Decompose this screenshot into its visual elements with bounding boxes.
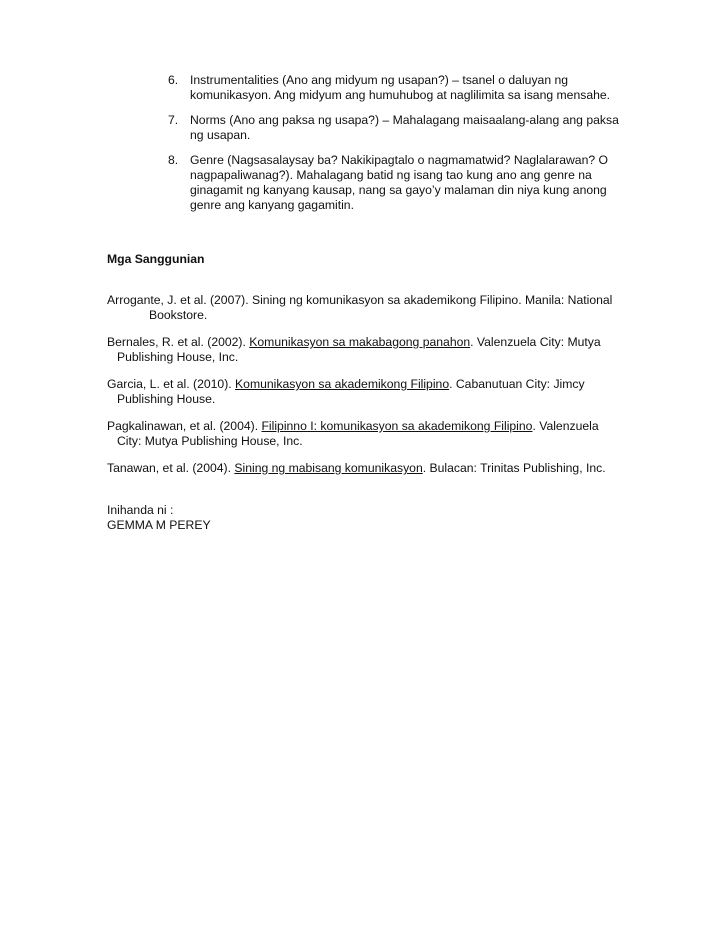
prepared-by (107, 503, 211, 533)
list-item-text: Norms (Ano ang paksa ng usapa?) – Mahalagang maisaalang-alang ang paksa ng usapan. (190, 113, 619, 142)
reference-text: Tanawan, et al. (2004). (107, 461, 235, 475)
reference-entry (107, 293, 617, 323)
list-item (168, 113, 628, 143)
reference-text: Garcia, L. et al. (2010). (107, 377, 236, 391)
list-item-text: Genre (Nagsasalaysay ba? Nakikipagtalo o nagmamatwid? Naglalarawan? O nagpapaliwanag?). Mahalagang batid ng isang tao kung ano ang genre na ginagamit ng kanyang kausap, nang sa gayo’y malaman din niya kung anong genre ang kanyang gagamitin. (190, 153, 608, 212)
author-name: GEMMA M PEREY (107, 518, 211, 532)
reference-entry (107, 377, 617, 407)
reference-title: Komunikasyon sa akademikong Filipino (235, 377, 450, 391)
reference-entry (107, 419, 617, 449)
list-item-number: 7. (168, 113, 179, 127)
reference-continuation: Publishing House. (117, 392, 216, 406)
reference-continuation: City: Mutya Publishing House, Inc. (117, 434, 303, 448)
numbered-list (168, 73, 628, 223)
reference-text: . Valenzuela (532, 419, 599, 433)
reference-entry (107, 461, 617, 476)
reference-text: Bernales, R. et al. (2002). (107, 335, 250, 349)
list-item (168, 153, 628, 213)
reference-text: . Cabanutuan City: Jimcy (449, 377, 585, 391)
reference-title: Komunikasyon sa makabagong panahon (249, 335, 471, 349)
list-item-number: 8. (168, 153, 179, 167)
list-item-text: Instrumentalities (Ano ang midyum ng usapan?) – tsanel o daluyan ng komunikasyon. Ang midyum ang humuhubog at naglilimita sa isang mensahe. (190, 73, 611, 102)
reference-title: Sining ng mabisang komunikasyon (234, 461, 423, 475)
list-item-number: 6. (168, 73, 179, 87)
reference-text: Arrogante, J. et al. (2007). Sining ng komunikasyon sa akademikong Filipino. Manila: National (107, 293, 613, 307)
prepared-by-label: Inihanda ni : (107, 503, 174, 517)
reference-continuation: Publishing House, Inc. (117, 350, 239, 364)
reference-continuation: Bookstore. (149, 308, 208, 322)
reference-entry (107, 335, 617, 365)
reference-title: Filipinno I: komunikasyon sa akademikong Filipino (261, 419, 533, 433)
references-list (107, 293, 617, 488)
reference-text: Pagkalinawan, et al. (2004). (107, 419, 262, 433)
list-item (168, 73, 628, 103)
reference-text: . Valenzuela City: Mutya (470, 335, 601, 349)
reference-text: . Bulacan: Trinitas Publishing, Inc. (422, 461, 606, 475)
section-heading: Mga Sanggunian (107, 252, 205, 266)
